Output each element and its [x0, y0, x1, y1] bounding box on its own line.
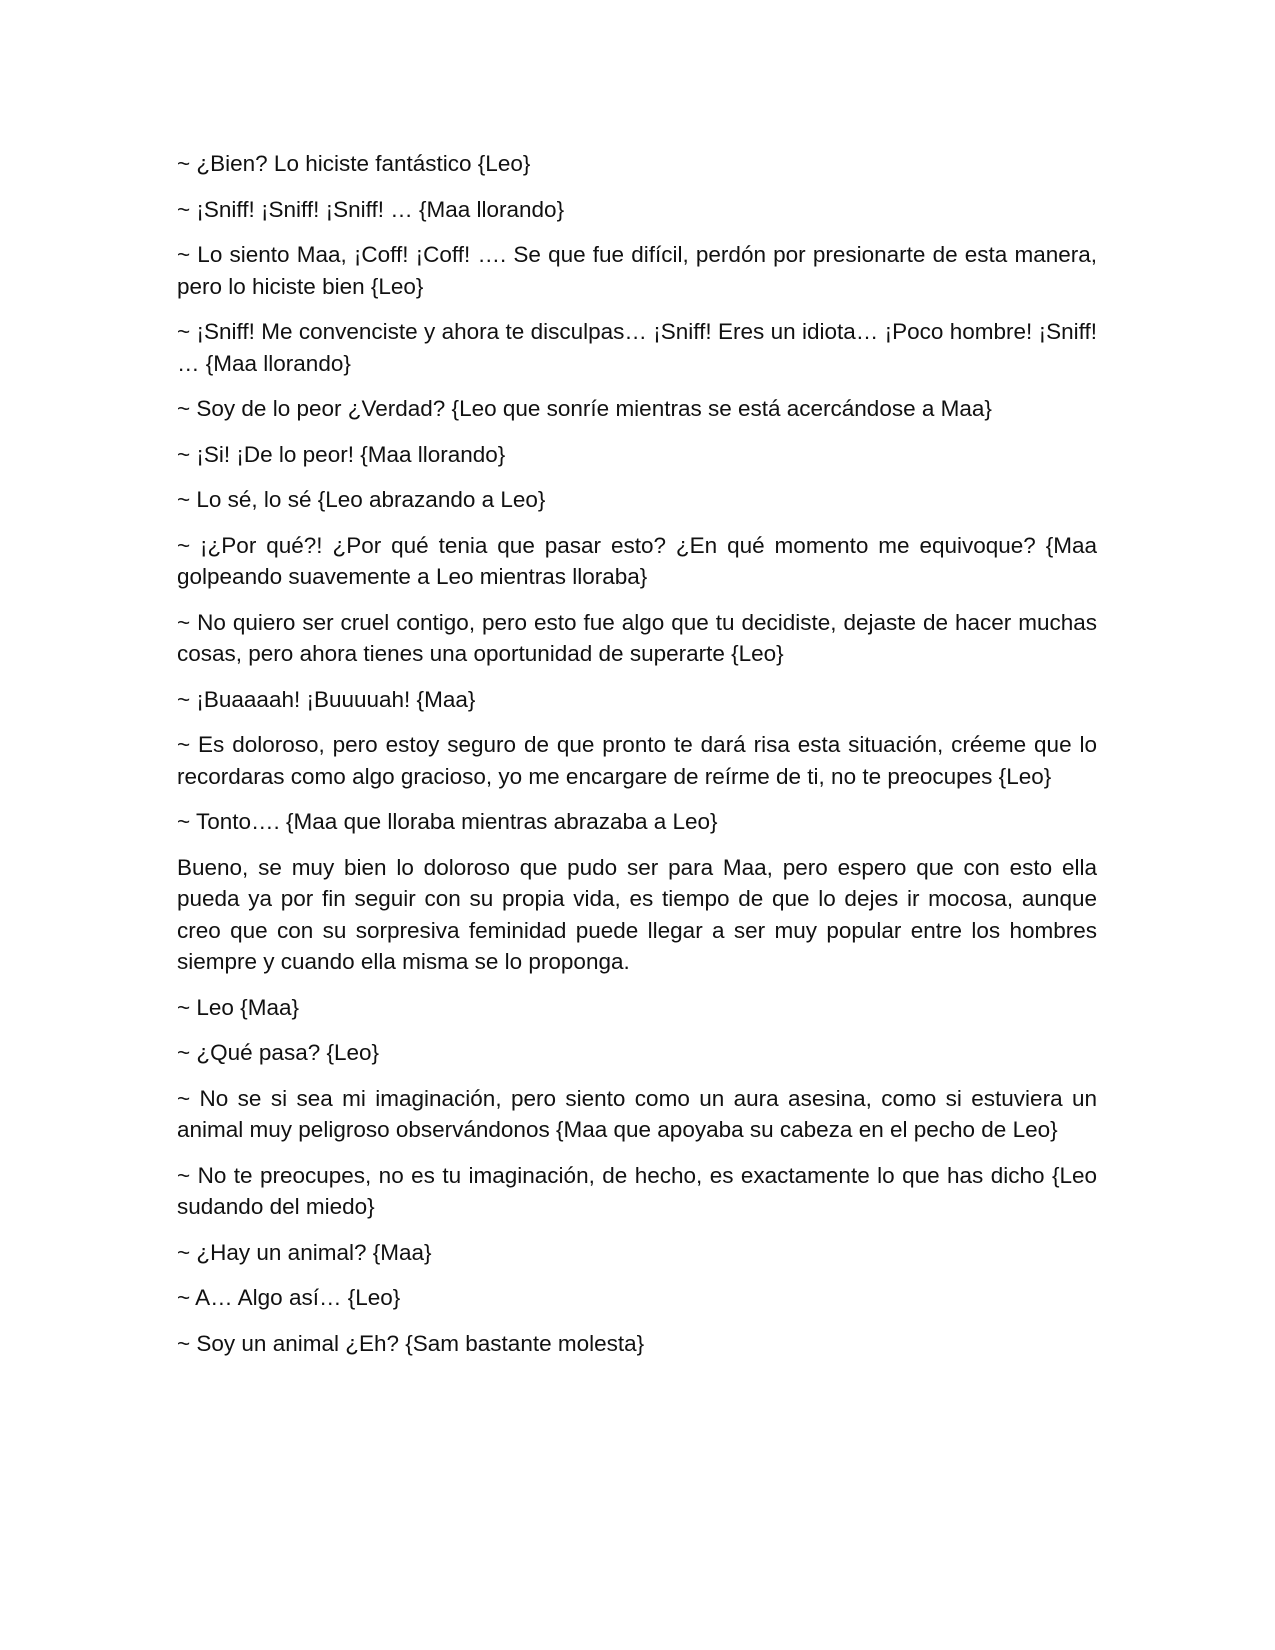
paragraph: ~ ¡Sniff! Me convenciste y ahora te disculpas… ¡Sniff! Eres un idiota… ¡Poco hombre! ¡Sniff! … {Maa llorando} — [177, 319, 1097, 376]
document-body — [177, 148, 1097, 1373]
paragraph: ~ No se si sea mi imaginación, pero siento como un aura asesina, como si estuviera un animal muy peligroso observándonos {Maa que apoyaba su cabeza en el pecho de Leo} — [177, 1085, 1097, 1142]
paragraph: ~ Tonto…. {Maa que lloraba mientras abrazaba a Leo} — [177, 809, 718, 834]
paragraph: ~ A… Algo así… {Leo} — [177, 1285, 401, 1310]
narration-paragraph: Bueno, se muy bien lo doloroso que pudo ser para Maa, pero espero que con esto ella pueda ya por fin seguir con su propia vida, es tiempo de que lo dejes ir mocosa, aunque creo que con su sorpresiva feminidad puede llegar a ser muy popular entre los hombres siempre y cuando ella misma se lo proponga. — [177, 854, 1097, 974]
paragraph: ~ ¡¿Por qué?! ¿Por qué tenia que pasar esto? ¿En qué momento me equivoque? {Maa golpeando suavemente a Leo mientras lloraba} — [177, 532, 1097, 589]
paragraph: ~ Lo siento Maa, ¡Coff! ¡Coff! …. Se que fue difícil, perdón por presionarte de esta manera, pero lo hiciste bien {Leo} — [177, 242, 1097, 299]
paragraph: ~ ¿Qué pasa? {Leo} — [177, 1040, 380, 1065]
paragraph: ~ ¡Sniff! ¡Sniff! ¡Sniff! … {Maa llorando} — [177, 196, 565, 222]
paragraph: ~ ¿Bien? Lo hiciste fantástico {Leo} — [177, 151, 531, 176]
paragraph: ~ Soy de lo peor ¿Verdad? {Leo que sonríe mientras se está acercándose a Maa} — [177, 396, 992, 421]
paragraph: ~ ¿Hay un animal? {Maa} — [177, 1239, 432, 1265]
paragraph: ~ ¡Si! ¡De lo peor! {Maa llorando} — [177, 441, 506, 467]
paragraph: ~ ¡Buaaaah! ¡Buuuuah! {Maa} — [177, 686, 476, 712]
paragraph: ~ No quiero ser cruel contigo, pero esto fue algo que tu decidiste, dejaste de hacer muchas cosas, pero ahora tienes una oportunidad de superarte {Leo} — [177, 609, 1097, 666]
paragraph: ~ Lo sé, lo sé {Leo abrazando a Leo} — [177, 487, 546, 512]
paragraph: ~ Es doloroso, pero estoy seguro de que pronto te dará risa esta situación, créeme que lo recordaras como algo gracioso, yo me encargare de reírme de ti, no te preocupes {Leo} — [177, 732, 1097, 789]
paragraph: ~ Leo {Maa} — [177, 994, 299, 1020]
paragraph: ~ Soy un animal ¿Eh? {Sam bastante molesta} — [177, 1330, 645, 1356]
paragraph: ~ No te preocupes, no es tu imaginación, de hecho, es exactamente lo que has dicho {Leo sudando del miedo} — [177, 1162, 1097, 1219]
